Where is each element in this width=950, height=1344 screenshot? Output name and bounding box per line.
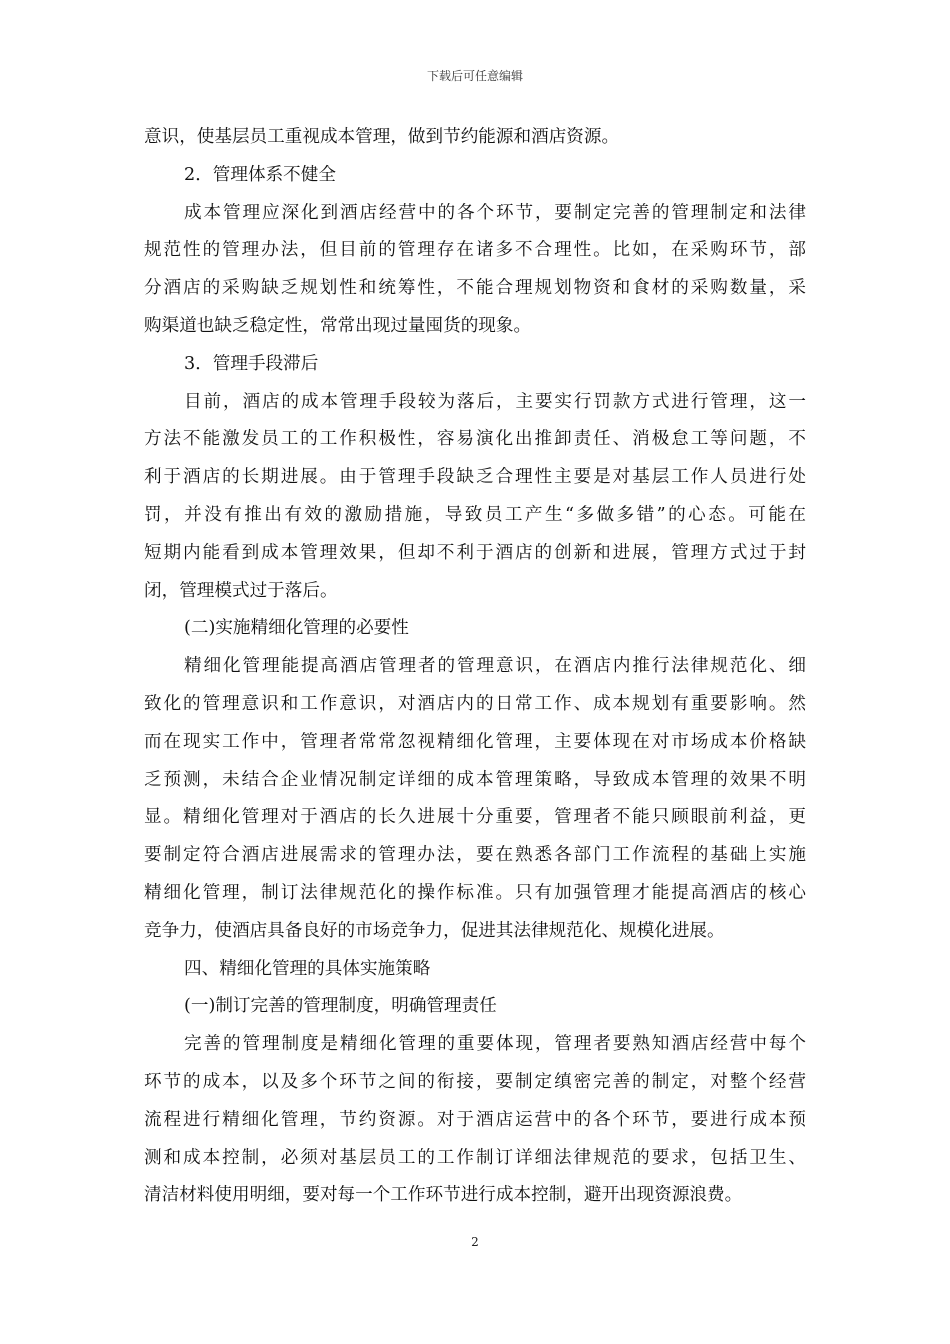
paragraph-line: 流程进行精细化管理，节约资源。对于酒店运营中的各个环节，要进行成本预 xyxy=(144,1109,806,1130)
paragraph-line: 测和成本控制，必须对基层员工的工作制订详细法律规范的要求，包括卫生、 xyxy=(144,1147,806,1168)
paragraph-line: 而在现实工作中，管理者常常忽视精细化管理，主要体现在对市场成本价格缺 xyxy=(144,731,806,752)
section-heading: 四、精细化管理的具体实施策略 xyxy=(184,958,431,979)
section-heading: 3．管理手段滞后 xyxy=(184,353,319,374)
section-heading: (二)实施精细化管理的必要性 xyxy=(184,618,409,639)
page-number: 2 xyxy=(471,1235,479,1249)
paragraph-line: 闭，管理模式过于落后。 xyxy=(144,580,338,601)
paragraph-line: 利于酒店的长期进展。由于管理手段缺乏合理性主要是对基层工作人员进行处 xyxy=(144,467,806,488)
paragraph-line: 购渠道也缺乏稳定性，常常出现过量囤货的现象。 xyxy=(144,315,532,336)
paragraph-line: 目前，酒店的成本管理手段较为落后，主要实行罚款方式进行管理，这一 xyxy=(184,391,806,412)
paragraph-line: 竞争力，使酒店具备良好的市场竞争力，促进其法律规范化、规模化进展。 xyxy=(144,920,725,941)
paragraph-line: 显。精细化管理对于酒店的长久进展十分重要，管理者不能只顾眼前利益，更 xyxy=(144,807,806,828)
paragraph-line: 意识，使基层员工重视成本管理，做到节约能源和酒店资源。 xyxy=(144,127,620,147)
paragraph-line: 精细化管理，制订法律规范化的操作标准。只有加强管理才能提高酒店的核心 xyxy=(144,882,806,903)
document-body xyxy=(144,119,806,1215)
paragraph-line: 成本管理应深化到酒店经营中的各个环节，要制定完善的管理制定和法律 xyxy=(184,202,806,223)
section-heading: (一)制订完善的管理制度，明确管理责任 xyxy=(184,996,497,1017)
paragraph-line: 分酒店的采购缺乏规划性和统筹性，不能合理规划物资和食材的采购数量，采 xyxy=(144,278,806,299)
paragraph-line: 要制定符合酒店进展需求的管理办法，要在熟悉各部门工作流程的基础上实施 xyxy=(144,845,806,866)
paragraph-line: 乏预测，未结合企业情况制定详细的成本管理策略，导致成本管理的效果不明 xyxy=(144,769,806,790)
section-heading: 2．管理体系不健全 xyxy=(184,164,336,185)
page-header: 下载后可任意编辑 xyxy=(426,69,523,83)
paragraph-line: 致化的管理意识和工作意识，对酒店内的日常工作、成本规划有重要影响。然 xyxy=(144,693,806,714)
paragraph-line: 短期内能看到成本管理效果，但却不利于酒店的创新和进展，管理方式过于封 xyxy=(144,542,806,563)
paragraph-line: 完善的管理制度是精细化管理的重要体现，管理者要熟知酒店经营中每个 xyxy=(184,1034,806,1055)
paragraph-line: 环节的成本，以及多个环节之间的衔接，要制定缜密完善的制定，对整个经营 xyxy=(144,1071,806,1092)
paragraph-line: 罚，并没有推出有效的激励措施，导致员工产生“多做多错”的心态。可能在 xyxy=(144,504,806,525)
paragraph-line: 方法不能激发员工的工作积极性，容易演化出推卸责任、消极怠工等问题，不 xyxy=(144,429,806,450)
paragraph-line: 清洁材料使用明细，要对每一个工作环节进行成本控制，避开出现资源浪费。 xyxy=(144,1185,743,1206)
paragraph-line: 精细化管理能提高酒店管理者的管理意识，在酒店内推行法律规范化、细 xyxy=(184,656,806,677)
paragraph-line: 规范性的管理办法，但目前的管理存在诸多不合理性。比如，在采购环节，部 xyxy=(144,240,806,261)
